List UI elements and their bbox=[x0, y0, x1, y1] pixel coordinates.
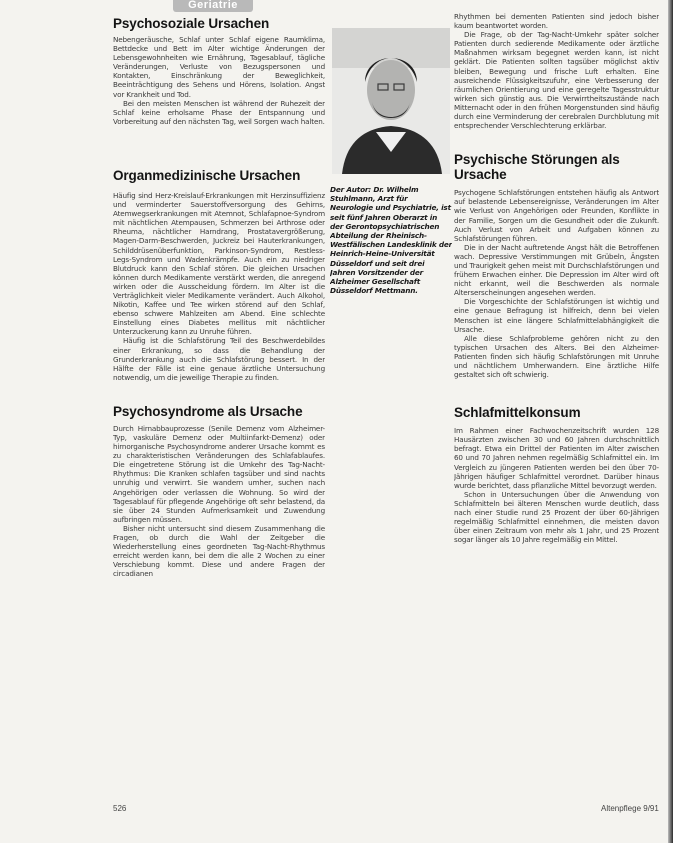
paragraph: Im Rahmen einer Fachwochenzeitschrift wurden 128 Hausärzten zwischen 30 und 60 Jahren durchschnittlich befragt. Etwa ein Drittel der Patienten im Alter zwischen 60 und 70 Jahren nehmen regelmäßig Schlafmittel ein. Im Vergleich zu jüngeren Patienten werden bei den über 70-Jährigen häufiger Schlafmittel verordnet. Darüber hinaus wurde berichtet, dass pflanzliche Mittel bevorzugt werden. bbox=[454, 426, 659, 490]
paragraph: Durch Hirnabbauprozesse (Senile Demenz vom Alzheimer-Typ, vaskuläre Demenz oder Multiinfarkt-Demenz) oder hirnorganische Psychosyndrome anderer Ursache kommt es zu charakteristischen Veränderungen des Schlafablaufes. Die eingetretene Störung ist die Umkehr des Tag-Nacht-Rhythmus: Die Kranken schlafen tagsüber und sind nachts unruhig und verwirrt. Sie wandern umher, suchen nach Angehörigen oder verlassen die Wohnung. So wird der Tagesablauf für pflegende Angehörige oft sehr belastend, da sie über 24 Stunden Aufmerksamkeit und Zuwendung aufbringen müssen. bbox=[113, 423, 325, 524]
paragraph: Die Frage, ob der Tag-Nacht-Umkehr später solcher Patienten durch sedierende Medikamente oder ärztliche Maßnahmen wirksam begegnet werden kann, ist nicht geklärt. Die Patienten sollten tagsüber möglichst aktiv bleiben, Bewegung und frische Luft erhalten. Eine ausreichende Flüssigkeitszufuhr, eine Verbesserung der räumlichen Orientierung und eine geregelte Tagesstruktur wirken sich günstig aus. Die Verwirrtheitszustände nach Mitternacht oder in den frühen Morgenstunden sind häufig durch eine Verminderung der cerebralen Durchblutung mit entsprechender Verschlechterung erklärbar. bbox=[454, 30, 659, 131]
section-heading: Psychosoziale Ursachen bbox=[113, 16, 270, 31]
section-psychosoziale bbox=[113, 16, 325, 126]
paragraph: Bei den meisten Menschen ist während der Ruhezeit der Schlaf keine erholsame Phase der Entspannung und Vorbereitung auf den nächsten Tag, weil Sorgen wach halten. bbox=[113, 98, 325, 126]
section-psychische-stoerungen bbox=[454, 152, 659, 379]
author-caption: Der Autor: Dr. Wilhelm Stuhlmann, Arzt für Neurologie und Psychiatrie, ist seit fünf Jahren Oberarzt in der Gerontopsychiatrischen Abteilung der Rheinisch-Westfälischen Landesklinik der Heinrich-Heine-Universität Düsseldorf und seit drei Jahren Vorsitzender der Alzheimer Gesellschaft Düsseldorf Mettmann. bbox=[330, 185, 452, 296]
left-column bbox=[113, 16, 325, 796]
paragraph: Alle diese Schlafprobleme gehören nicht zu den typischen Ursachen des Alters. Bei den Alzheimer-Patienten finden sich häufig Schlafstörungen mit Unruhe und nächtlichem Umherwandern. Eine ärztliche Hilfe gestaltet sich oft schwierig. bbox=[454, 333, 659, 380]
paragraph: Rhythmen bei dementen Patienten sind jedoch bisher kaum beantwortet worden. bbox=[454, 12, 659, 31]
section-schlafmittelkonsum bbox=[454, 405, 659, 544]
section-heading: Psychische Störungen als Ursache bbox=[454, 152, 620, 183]
paragraph: Häufig sind Herz-Kreislauf-Erkrankungen mit Herzinsuffizienz und verminderter Sauerstoffversorgung des Gehirns, Atemwegserkrankungen mit Atemnot, Schlafapnoe-Syndrom mit nächtlichen Atempausen, Schmerzen bei Arthrose oder Rheuma, nächtlicher Harndrang, Prostatavergrößerung, Magen-Darm-Beschwerden, Juckreiz bei Hauterkrankungen, Schilddrüsenüberfunktion, Parkinson-Syndrom, Restless-Legs-Syndrom und Wadenkrämpfe. Auch ein zu niedriger Blutdruck kann den Schlaf stören. Die gleichen Ursachen können durch Medikamente verstärkt werden, die anregend wirken oder die Ausscheidung fördern. Im Alter ist die Verträglichkeit vieler Medikamente verändert. Auch Alkohol, Nikotin, Kaffee und Tee wirken störend auf den Schlaf, ebenso schwere Mahlzeiten am Abend. Eine schlechte Einstellung eines Diabetes mellitus mit nächtlicher Unterzuckerung kann zu Unruhe führen. bbox=[113, 190, 325, 337]
paragraph: Die Vorgeschichte der Schlafstörungen ist wichtig und eine genaue Befragung ist hilfreich, denn bei vielen Menschen ist eine längere Schlafmittelabhängigkeit die Ursache. bbox=[454, 297, 659, 334]
section-heading: Organmedizinische Ursachen bbox=[113, 167, 301, 183]
section-tab: Geriatrie bbox=[173, 0, 253, 12]
author-box bbox=[330, 16, 452, 336]
right-column bbox=[454, 12, 659, 792]
page-edge-shadow bbox=[668, 0, 673, 843]
paragraph: Häufig ist die Schlafstörung Teil des Beschwerdebildes einer Erkrankung, so dass die Behandlung der Grunderkrankung auch die Schlafstörung bessert. In der Hälfte der Fälle ist eine genaue ärztliche Untersuchung notwendig, um die jeweilige Therapie zu finden. bbox=[113, 336, 325, 382]
paragraph: Bisher nicht untersucht sind diesem Zusammenhang die Fragen, ob durch die Wahl der Zeitgeber die Wiederherstellung eines geordneten Tag-Nacht-Rhythmus erreicht werden kann, bei dem die alle 2 Wochen zu einer Verschiebung kommt. Diese und andere Fragen der circadianen bbox=[113, 523, 325, 579]
section-organmedizinisch bbox=[113, 168, 325, 382]
section-heading: Psychosyndrome als Ursache bbox=[113, 403, 303, 419]
author-photo bbox=[332, 28, 450, 174]
paragraph: Psychogene Schlafstörungen entstehen häufig als Antwort auf belastende Lebensereignisse, Veränderungen im Alter wie Verlust von Angehörigen oder Freunden, Konflikte in der Familie, Sorgen um die Gesundheit oder die Zukunft. Auch Verlust von Arbeit und Aufgaben können zu Schlafstörungen führen. bbox=[454, 188, 659, 243]
section-heading: Schlafmittelkonsum bbox=[454, 405, 581, 421]
paragraph: Nebengeräusche, Schlaf unter Schlaf eigene Raumklima, Bettdecke und Bett im Alter wichtige Änderungen der Lebensgewohnheiten wie Ernährung, Tagesablauf, tägliche Veränderungen, Verluste von Bezugspersonen und Kontakten, Einschränkung der Beweglichkeit, Beeinträchtigung des Sehens und Hörens, Isolation. Angst vor Krankheit und Tod. bbox=[113, 35, 325, 99]
page-number: 526 bbox=[113, 804, 127, 813]
section-psychosyndrome bbox=[113, 404, 325, 579]
issue-label: Altenpflege 9/91 bbox=[601, 804, 659, 813]
paragraph: Schon in Untersuchungen über die Anwendung von Schlafmitteln bei älteren Menschen wurde deutlich, dass nach einer Studie rund 25 Prozent der über 60-Jährigen regelmäßig Schlafmittel einnehmen, die meisten davon über einen Zeitraum von mehr als 1 Jahr, und 25 Prozent sogar länger als 10 Jahre regelmäßig ein Mittel. bbox=[454, 489, 659, 545]
paragraph: Die in der Nacht auftretende Angst hält die Betroffenen wach. Depressive Verstimmungen mit Grübeln, Ängsten und Traurigkeit gehen meist mit Durchschlafstörungen und frühem Erwachen einher. Die Depression im Alter wird oft nicht erkannt, weil die Beschwerden als normale Alterserscheinungen angesehen werden. bbox=[454, 242, 659, 298]
